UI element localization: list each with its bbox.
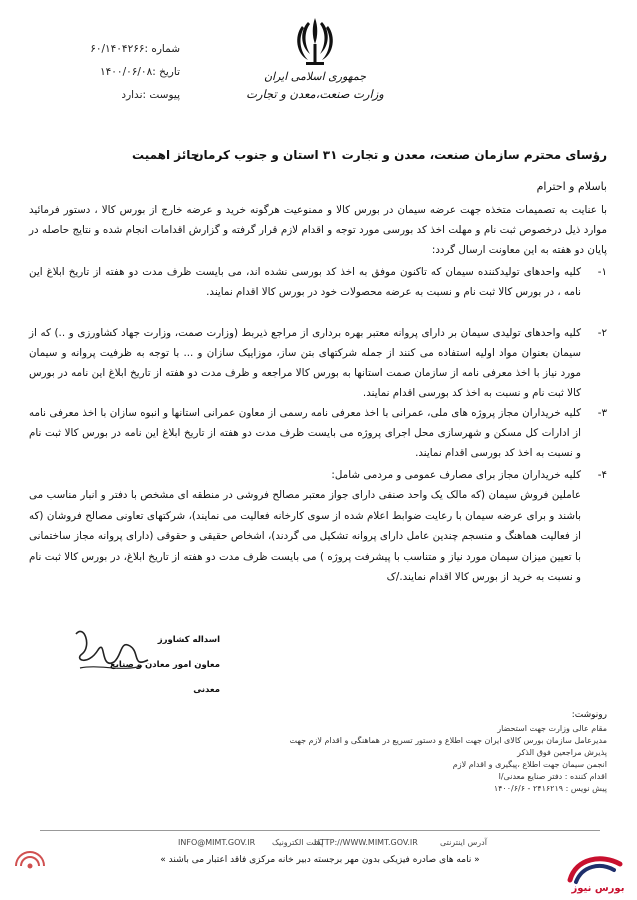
item-number: ۲- [597,327,607,339]
address-label: آدرس اینترنتی [440,838,487,847]
letter-number: شماره :۶۰/۱۴۰۴۲۶۶ [90,43,180,55]
ministry-header [240,70,390,101]
letter-attachment: پیوست :ندارد [121,89,180,101]
cc-line: مقام عالی وزارت جهت استحضار [497,724,607,733]
signatory [100,628,220,703]
greeting: باسلام و احترام [536,180,607,193]
cc-line: پیش نویس : ۲۴۱۶۲۱۹ - ۱۴۰۰/۶/۶ [493,784,607,793]
list-item [29,323,607,403]
addressee: رؤسای محترم سازمان صنعت، معدن و تجارت ۳۱ استان و جنوب کرمان [193,148,607,162]
letter-date: تاریخ :۱۴۰۰/۰۶/۰۸ [100,66,180,78]
signatory-title: معاون امور معادن و صنایع معدنی [109,660,220,695]
ministry-name: وزارت صنعت،معدن و تجارت [246,87,384,101]
list-item [29,262,607,302]
letter-metadata [30,38,180,107]
item4-detail: عاملین فروش سیمان (که مالک یک واحد صنفی دارای جواز معتبر مصالح فروشی در منطقه ای مشخص با دفتر و انبار مناسب می باشند و برای عرضه سیمان با رعایت ضوابط اعلام شده از سوی کارخانه فعالیت می نمایند)، شرکتهای تعاونی مصالح فروشان (که از فعالیت هماهنگ و منسجم چندین عامل دارای پروانه تشکیل می گردند)، اشخاص حقیقی و حقوقی (دارای پروانه مجاز ساختمانی با تعیین میزان سیمان مورد نیاز و متناسب با پیشرفت پروژه ) می بایست ظرف مدت دو هفته از تاریخ ابلاغ، در بورس کالا ثبت نام و نسبت به خرید از بورس کالا اقدام نمایند./ک [29,489,581,584]
cc-line: اقدام کننده : دفتر صنایع معدنی/ا [498,772,607,781]
signatory-name: اسداله کشاورز [157,635,220,645]
email-address[interactable]: INFO@MIMT.GOV.IR [178,838,256,847]
intro-paragraph: با عنایت به تصمیمات متخذه جهت عرضه سیمان در بورس کالا و ممنوعیت هرگونه خرید و عرضه خارج از بورس کالا ، دستور فرمائید موارد ذیل درخصوص ثبت نام و مهلت اخذ کد بورسی مورد توجه و اقدام لازم قرار گرفته و گزارش اقدامات انجام شده و نتایج حاصله در پایان دو هفته به این معاونت ارسال گردد: [29,204,607,256]
cc-list [277,723,607,795]
item-text: کلیه خریداران مجاز پروژه های ملی، عمرانی با اخذ معرفی نامه رسمی از معاون عمرانی استانها و انبوه سازان با اخذ معرفی نامه از ادارات کل مسکن و شهرسازی محل اجرای پروژه می بایست ظرف مدت دو هفته از تاریخ ابلاغ این نامه در بورس کالا ثبت نام و نسبت به اخذ کد بورسی اقدام نمایند. [29,407,581,459]
priority-label: حائز اهمیت [132,148,200,162]
footer-divider [40,830,600,831]
list-item [29,403,607,463]
item-number: ۴- [597,469,607,481]
email-label: پست الکترونیک [272,838,324,847]
validity-notice: « نامه های صادره فیزیکی بدون مهر برجسته دبیر خانه مرکزی فاقد اعتبار می باشند » [160,855,480,865]
broadcast-wave-logo-icon [10,838,50,874]
list-item [29,465,607,485]
item-number: ۳- [597,407,607,419]
cc-label: رونوشت: [571,710,607,720]
website-address[interactable]: HTTP://WWW.MIMT.GOV.IR [314,838,418,847]
item-text: کلیه خریداران مجاز برای مصارف عمومی و مردمی شامل: [331,469,581,481]
bourse-news-label: بورس نیوز [571,883,625,894]
cc-line: انجمن سیمان جهت اطلاع ،پیگیری و اقدام لازم [452,760,607,769]
item-text: کلیه واحدهای تولیدی سیمان بر دارای پروانه معتبر بهره برداری از مراجع ذیربط (وزارت صمت، وزارت جهاد کشاورزی و ..) که از سیمان بعنوان مواد اولیه استفاده می کنند از جمله شرکتهای بتن ساز، موزاییک سازان و ... با توجه به ظرفیت پروانه و سیمان مورد نیاز با اخذ معرفی نامه از سازمان صمت استانها به بورس کالا مراجعه و ظرف مدت دو هفته از تاریخ ابلاغ این نامه در بورس کالا ثبت نام و نسبت به اخذ کد بورسی اقدام نمایند. [29,327,581,399]
iran-emblem-icon [292,14,338,72]
republic-name: جمهوری اسلامی ایران [263,70,367,83]
cc-line: مدیرعامل سازمان بورس کالای ایران جهت اطلاع و دستور تسریع در هماهنگی و اقدام لازم جهت پذیرش مراجعین فوق الذکر [289,736,607,757]
item-text: کلیه واحدهای تولیدکننده سیمان که تاکنون موفق به اخذ کد بورسی نشده اند، می بایست ظرف مدت دو هفته از تاریخ ابلاغ این نامه ، در بورس کالا ثبت نام و نسبت به عرضه محصولات خود در بورس کالا اقدام نمایند. [29,266,581,298]
item-number: ۱- [597,266,607,278]
